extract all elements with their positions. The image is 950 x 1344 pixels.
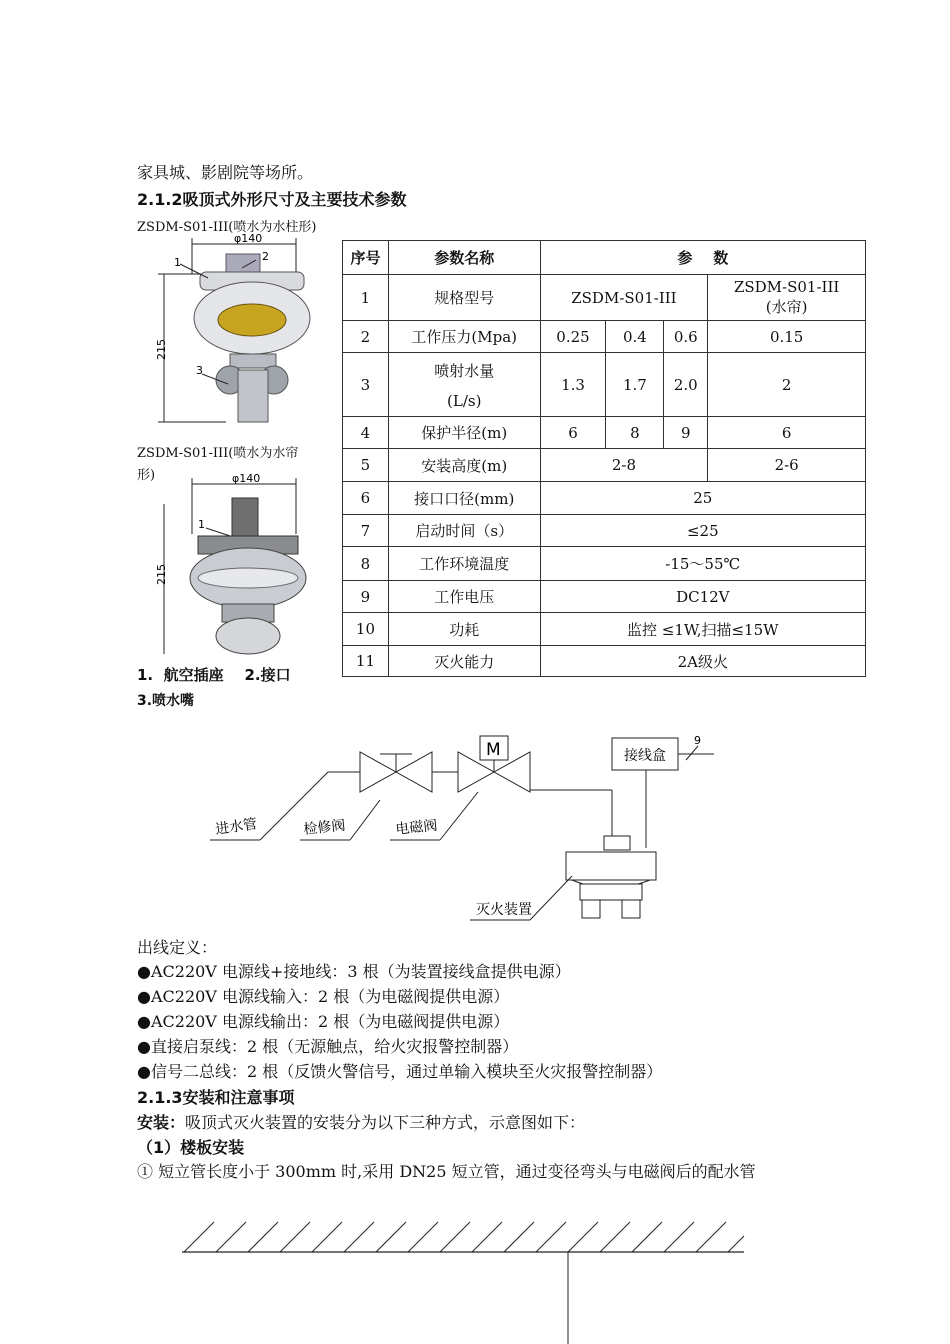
device-b-callout-1: 1 [198,518,205,531]
install-label: 安装： [137,1113,186,1132]
cell-name: 规格型号 [388,275,540,321]
cell-name: 功耗 [388,613,540,646]
device-b-width-label: φ140 [232,474,261,485]
inlet-pipe-label: 进水管 [214,816,259,838]
outlet-item: ●直接启泵线：2 根（无源触点，给火灾报警控制器） [137,1037,519,1056]
header-no: 序号 [343,241,389,275]
cell-name: 启动时间（s） [388,515,540,547]
parameter-table [342,240,866,677]
model-b-caption-1: ZSDM-S01-III(喷水为水帘 [137,446,299,461]
cell-name: 保护半径(m) [388,417,540,449]
section-heading-213: 2.1.3安装和注意事项 [137,1088,295,1107]
cell-value: 1.3 [540,353,606,417]
outlet-item: ●AC220V 电源线输入：2 根（为电磁阀提供电源） [137,987,510,1006]
cell-name: 安装高度(m) [388,449,540,482]
cell-name: 接口口径(mm) [388,482,540,515]
table-row [343,321,866,353]
table-row [343,353,866,417]
header-name: 参数名称 [388,241,540,275]
cell-value: -15～55℃ [540,547,865,581]
cell-value: 2 [708,353,866,417]
cell-value: 2-8 [540,449,708,482]
cell-value: 2.0 [664,353,708,417]
cell-name: 工作环境温度 [388,547,540,581]
table-row [343,581,866,613]
cell-value: 0.6 [664,321,708,353]
outlet-item: ●AC220V 电源线+接地线：3 根（为装置接线盒提供电源） [137,962,571,981]
legend-line-2: 3.喷水嘴 [137,693,195,709]
solenoid-valve-label: 电磁阀 [394,817,439,838]
table-row [343,515,866,547]
outlet-title: 出线定义： [137,938,218,957]
wire-count-label: 9 [694,734,701,747]
cell-value: 监控 ≤1W,扫描≤15W [540,613,865,646]
device-b-height-label: 215 [155,564,168,585]
cell-no: 10 [343,613,389,646]
cell-no: 7 [343,515,389,547]
cell-value: 2A级火 [540,646,865,677]
motor-label: M [486,740,501,760]
device-a-height-label: 215 [155,339,168,360]
device-a-callout-3: 3 [196,364,203,377]
table-row [343,547,866,581]
table-row [343,482,866,515]
floor-slab-diagram [180,1210,750,1344]
cell-value: 1.7 [606,353,664,417]
device-a-callout-2: 2 [262,250,269,263]
install-text: 吸顶式灭火装置的安装分为以下三种方式，示意图如下： [185,1113,586,1132]
model-b-caption-2: 形) [137,468,156,483]
junction-box-label: 接线盒 [624,748,666,764]
cell-value: DC12V [540,581,865,613]
cell-value: 0.25 [540,321,606,353]
cell-name: 工作压力(Mpa) [388,321,540,353]
cell-value: 2-6 [708,449,866,482]
table-row [343,613,866,646]
piping-diagram [200,730,740,930]
cell-model-b: ZSDM-S01-III (水帘) [708,275,866,321]
table-row [343,646,866,677]
section-heading-212: 2.1.2吸顶式外形尺寸及主要技术参数 [137,190,407,209]
cell-no: 3 [343,353,389,417]
cell-value: 0.4 [606,321,664,353]
cell-name: 喷射水量 (L/s) [388,353,540,417]
table-row [343,449,866,482]
cell-no: 8 [343,547,389,581]
cell-no: 5 [343,449,389,482]
cell-no: 11 [343,646,389,677]
device-b-figure [146,474,316,664]
table-row [343,417,866,449]
device-a-figure [146,234,316,434]
device-label: 灭火装置 [476,902,532,918]
install-paragraph [137,1111,585,1135]
service-valve-label: 检修阀 [302,817,347,838]
legend-line-1: 1. 航空插座 2.接口 [137,666,291,684]
outlet-item: ●信号二总线：2 根（反馈火警信号，通过单输入模块至火灾报警控制器） [137,1062,663,1081]
cell-value: 6 [540,417,606,449]
cell-value: 25 [540,482,865,515]
cell-no: 1 [343,275,389,321]
cell-name: 灭火能力 [388,646,540,677]
outlet-item: ●AC220V 电源线输出：2 根（为电磁阀提供电源） [137,1012,510,1031]
device-a-width-label: φ140 [234,234,263,245]
header-value: 参 数 [540,241,865,275]
cell-name: 工作电压 [388,581,540,613]
table-header-row [343,241,866,275]
cell-model-a: ZSDM-S01-III [540,275,708,321]
table-row [343,275,866,321]
intro-tail: 家具城、影剧院等场所。 [137,163,314,182]
cell-value: 0.15 [708,321,866,353]
model-a-caption: ZSDM-S01-III(喷水为水柱形) [137,220,317,235]
floor-install-heading: （1）楼板安装 [137,1138,245,1157]
cell-value: 9 [664,417,708,449]
cell-no: 6 [343,482,389,515]
cell-value: 8 [606,417,664,449]
cell-no: 9 [343,581,389,613]
cell-no: 2 [343,321,389,353]
step-1-text: ① 短立管长度小于 300mm 时,采用 DN25 短立管，通过变径弯头与电磁阀后的配水管 [137,1162,756,1181]
cell-value: 6 [708,417,866,449]
device-a-callout-1: 1 [174,256,181,269]
cell-value: ≤25 [540,515,865,547]
cell-no: 4 [343,417,389,449]
